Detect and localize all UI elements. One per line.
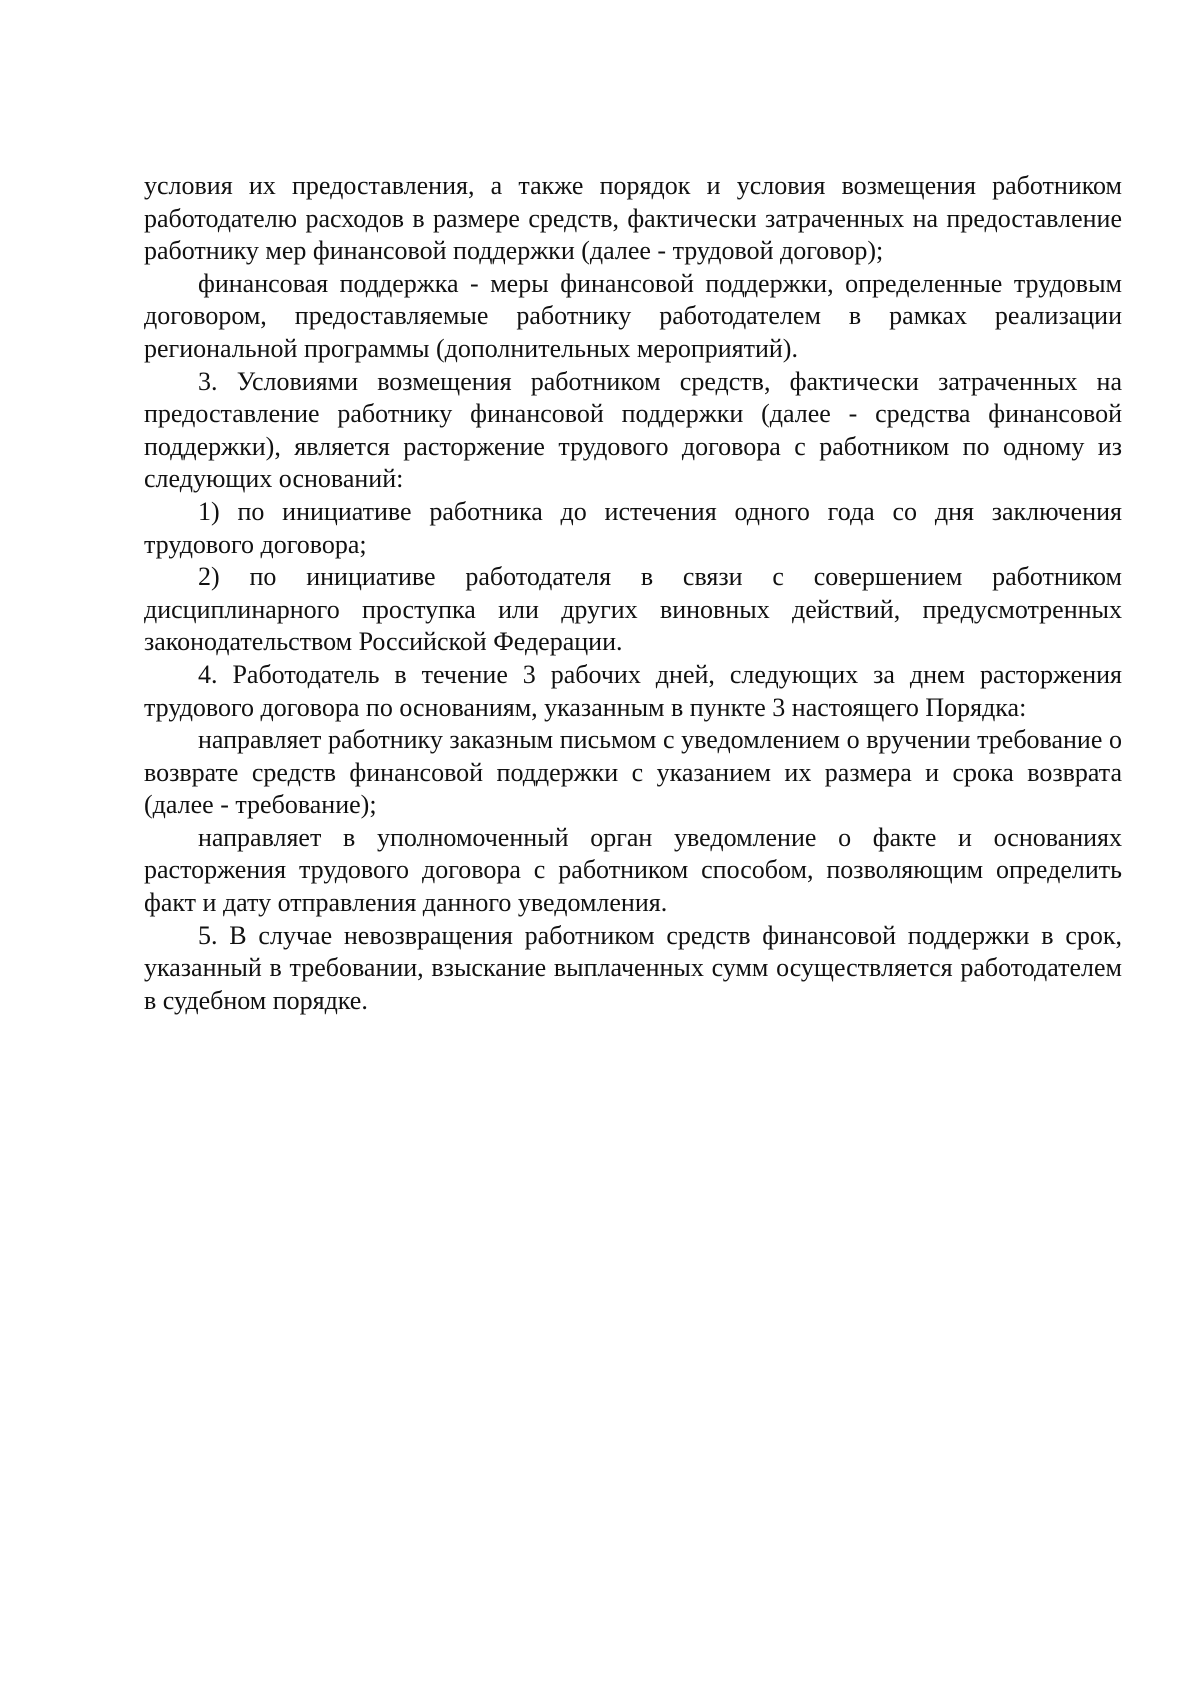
paragraph-clause-4-notification: направляет в уполномоченный орган уведомление о факте и основаниях расторжения трудового договора с работником способом, позволяющим определить факт и дату отправления данного уведомления. [144, 822, 1122, 918]
paragraph-clause-4-requirement: направляет работнику заказным письмом с уведомлением о вручении требование о возврате средств финансовой поддержки с указанием их размера и срока возврата (далее - требование); [144, 725, 1122, 820]
document-body [144, 170, 1122, 1017]
paragraph-continuation: условия их предоставления, а также порядок и условия возмещения работником работодателю расходов в размере средств, фактически затраченных на предоставление работнику мер финансовой поддержки (далее - трудовой договор); [144, 171, 1122, 266]
paragraph-clause-4: 4. Работодатель в течение 3 рабочих дней, следующих за днем расторжения трудового договора по основаниям, указанным в пункте 3 настоящего Порядка: [144, 659, 1122, 722]
paragraph-financial-support-definition: финансовая поддержка - меры финансовой поддержки, определенные трудовым договором, предоставляемые работнику работодателем в рамках реализации региональной программы (дополнительных мероприятий). [144, 268, 1122, 363]
paragraph-clause-5: 5. В случае невозвращения работником средств финансовой поддержки в срок, указанный в требовании, взыскание выплаченных сумм осуществляется работодателем в судебном порядке. [144, 920, 1122, 1015]
paragraph-clause-3: 3. Условиями возмещения работником средств, фактически затраченных на предоставление работнику финансовой поддержки (далее - средства финансовой поддержки), является расторжение трудового договора с работником по одному из следующих оснований: [144, 366, 1122, 494]
paragraph-clause-3-item-2: 2) по инициативе работодателя в связи с совершением работником дисциплинарного проступка или других виновных действий, предусмотренных законодательством Российской Федерации. [144, 562, 1122, 657]
paragraph-clause-3-item-1: 1) по инициативе работника до истечения одного года со дня заключения трудового договора; [144, 496, 1122, 559]
